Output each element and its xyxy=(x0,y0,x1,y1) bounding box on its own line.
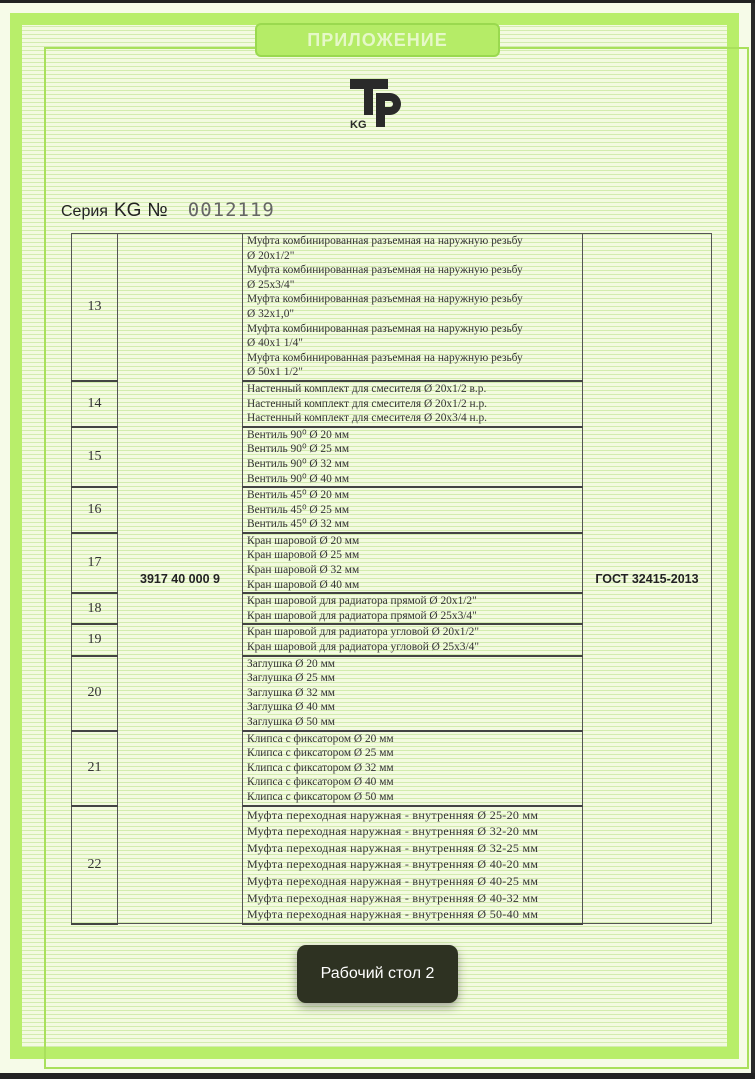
product-list xyxy=(243,731,583,806)
serie-label: Серия xyxy=(61,203,108,220)
list-item: Ø 32x1,0" xyxy=(247,307,295,320)
list-item: Заглушка Ø 40 мм xyxy=(247,701,335,714)
list-item: Вентиль 90⁰ Ø 20 мм xyxy=(247,428,350,441)
list-item: Настенный комплект для смесителя Ø 20x1/2 в.р. xyxy=(247,382,487,395)
serie-number xyxy=(61,199,275,222)
row-number: 18 xyxy=(72,593,118,624)
list-item: Вентиль 90⁰ Ø 40 мм xyxy=(247,472,350,485)
tn-ved-code: 3917 40 000 9 xyxy=(118,234,243,924)
list-item: Клипса с фиксатором Ø 40 мм xyxy=(247,776,394,789)
document-page xyxy=(0,3,751,1073)
gost-standard: ГОСТ 32415-2013 xyxy=(583,234,712,924)
list-item: Кран шаровой для радиатора прямой Ø 25x3/4" xyxy=(247,609,477,622)
list-item: Муфта переходная наружная - внутренняя Ø 40-20 мм xyxy=(247,857,539,872)
list-item: Кран шаровой для радиатора угловой Ø 25x3/4" xyxy=(247,641,480,654)
list-item: Настенный комплект для смесителя Ø 20x3/4 н.р. xyxy=(247,412,488,425)
appendix-table xyxy=(71,233,712,925)
row-number: 14 xyxy=(72,381,118,427)
row-number: 17 xyxy=(72,533,118,593)
list-item: Заглушка Ø 20 мм xyxy=(247,657,335,670)
list-item: Ø 20x1/2" xyxy=(247,249,295,262)
logo-text: KG xyxy=(350,119,367,131)
bottom-edge xyxy=(0,1073,755,1079)
list-item: Вентиль 45⁰ Ø 25 мм xyxy=(247,503,350,516)
serie-code: KG xyxy=(113,200,142,221)
list-item: Клипса с фиксатором Ø 25 мм xyxy=(247,747,394,760)
list-item: Муфта переходная наружная - внутренняя Ø 40-32 мм xyxy=(247,890,539,905)
list-item: Муфта переходная наружная - внутренняя Ø 50-40 мм xyxy=(247,907,539,922)
table-row xyxy=(72,234,712,381)
list-item: Муфта переходная наружная - внутренняя Ø 40-25 мм xyxy=(247,873,539,888)
row-number: 20 xyxy=(72,656,118,731)
serial-number: 0012119 xyxy=(187,199,275,221)
list-item: Муфта комбинированная разъемная на наружную резьбу xyxy=(247,322,523,335)
list-item: Муфта комбинированная разъемная на наружную резьбу xyxy=(247,351,523,364)
number-sign: № xyxy=(147,200,168,221)
row-number: 21 xyxy=(72,731,118,806)
list-item: Вентиль 45⁰ Ø 32 мм xyxy=(247,518,350,531)
list-item: Заглушка Ø 32 мм xyxy=(247,686,335,699)
appendix-tab: ПРИЛОЖЕНИЕ xyxy=(255,23,500,57)
list-item: Вентиль 45⁰ Ø 20 мм xyxy=(247,489,350,502)
list-item: Клипса с фиксатором Ø 20 мм xyxy=(247,732,394,745)
list-item: Кран шаровой Ø 40 мм xyxy=(247,578,360,591)
list-item: Ø 50x1 1/2" xyxy=(247,366,303,379)
product-list xyxy=(243,656,583,731)
list-item: Ø 40x1 1/4" xyxy=(247,337,303,350)
list-item: Муфта комбинированная разъемная на наружную резьбу xyxy=(247,264,523,277)
desktop-switch-toast: Рабочий стол 2 xyxy=(297,945,458,1003)
product-list xyxy=(243,427,583,487)
row-number: 13 xyxy=(72,234,118,381)
row-number: 19 xyxy=(72,624,118,655)
list-item: Муфта переходная наружная - внутренняя Ø 25-20 мм xyxy=(247,807,539,822)
list-item: Клипса с фиксатором Ø 50 мм xyxy=(247,790,394,803)
list-item: Кран шаровой Ø 32 мм xyxy=(247,564,360,577)
list-item: Заглушка Ø 25 мм xyxy=(247,672,335,685)
list-item: Муфта переходная наружная - внутренняя Ø 32-25 мм xyxy=(247,840,539,855)
product-list xyxy=(243,487,583,533)
list-item: Муфта комбинированная разъемная на наружную резьбу xyxy=(247,293,523,306)
list-item: Ø 25x3/4" xyxy=(247,278,295,291)
list-item: Муфта переходная наружная - внутренняя Ø 32-20 мм xyxy=(247,824,539,839)
row-number: 15 xyxy=(72,427,118,487)
list-item: Кран шаровой для радиатора угловой Ø 20x1/2" xyxy=(247,626,480,639)
list-item: Кран шаровой для радиатора прямой Ø 20x1/2" xyxy=(247,595,477,608)
list-item: Кран шаровой Ø 25 мм xyxy=(247,549,360,562)
list-item: Вентиль 90⁰ Ø 32 мм xyxy=(247,457,350,470)
product-list xyxy=(243,381,583,427)
list-item: Клипса с фиксатором Ø 32 мм xyxy=(247,761,394,774)
list-item: Кран шаровой Ø 20 мм xyxy=(247,534,360,547)
tr-logo-icon xyxy=(346,75,408,131)
row-number: 16 xyxy=(72,487,118,533)
row-number: 22 xyxy=(72,806,118,924)
product-list xyxy=(243,593,583,624)
list-item: Заглушка Ø 50 мм xyxy=(247,716,335,728)
list-item: Настенный комплект для смесителя Ø 20x1/2 н.р. xyxy=(247,397,488,410)
product-list xyxy=(243,533,583,593)
product-list xyxy=(243,624,583,655)
list-item: Вентиль 90⁰ Ø 25 мм xyxy=(247,443,350,456)
product-list xyxy=(243,234,583,381)
product-list xyxy=(243,806,583,924)
list-item: Муфта комбинированная разъемная на наружную резьбу xyxy=(247,235,523,247)
